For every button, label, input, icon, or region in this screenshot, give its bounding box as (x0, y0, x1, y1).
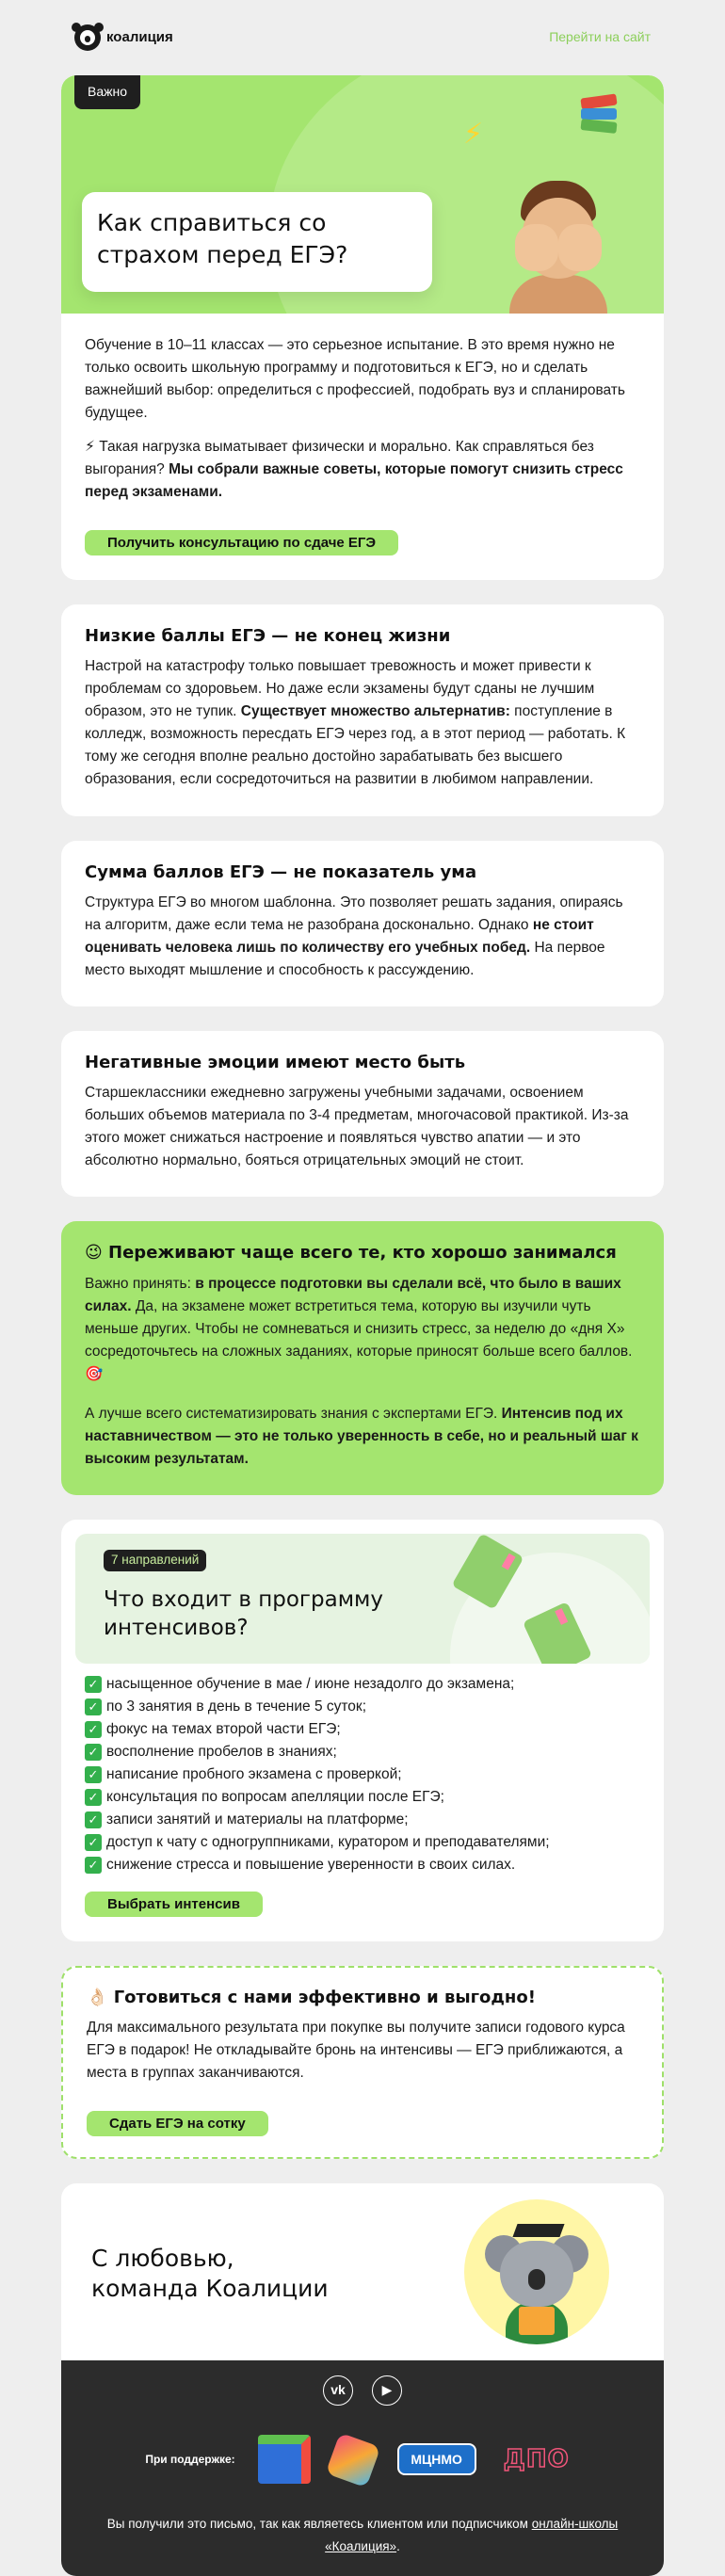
program-list-item-text: фокус на темах второй части ЕГЭ; (106, 1720, 341, 1737)
programs-title: Что входит в программу интенсивов? (104, 1586, 384, 1640)
check-mark-icon: ✓ (85, 1789, 102, 1806)
signoff-text: С любовью, команда Коалиции (91, 2244, 329, 2303)
program-list-item (85, 1786, 640, 1809)
section-text: Старшеклассники ежедневно загружены учебными задачами, освоением больших объемов материала по 3-4 предметам, многочасовой практикой. Из-за этого может снижаться настроение и появляться чувство апатии — и это абсолютно нормально, бояться отрицательных эмоций не стоит. (85, 1085, 629, 1169)
check-mark-icon: ✓ (85, 1811, 102, 1828)
program-list-item-text: записи занятий и материалы на платформе; (106, 1811, 409, 1827)
section-title: Низкие баллы ЕГЭ — не конец жизни (85, 626, 451, 647)
koala-mascot-illustration (464, 2199, 609, 2344)
program-list-item (85, 1718, 640, 1741)
partner-cube-logo-icon[interactable] (258, 2435, 311, 2484)
partner-dpo-logo[interactable]: ДПО (503, 2444, 570, 2473)
section-text-2: А лучше всего систематизировать знания с экспертами ЕГЭ. Интенсив под их наставничеством — это не только уверенность в себе, но и реальный шаг к высоким результатам. (85, 1405, 638, 1467)
check-mark-icon: ✓ (85, 1676, 102, 1693)
choose-intensive-button[interactable]: Выбрать интенсив (85, 1892, 263, 1917)
programs-list (61, 1664, 664, 1941)
important-tag: Важно (74, 75, 140, 109)
partner-star-logo-icon[interactable] (328, 2435, 380, 2484)
section-title: 👌🏻 Готовиться с нами эффективно и выгодно! (87, 1987, 536, 2007)
section-text: Настрой на катастрофу только повышает тревожность и может привести к проблемам со здоровьем. Но даже если экзамены будут сданы не лучшим образом, это не тупик. Существует множество альтернатив: поступление в колледж, возможность пересдать ЕГЭ через год, а в этот период — работать. К тому же сегодня вполне реально достойно зарабатывать без высшего образования, если сосредоточиться на развитии в любимом направлении. (85, 658, 626, 788)
consultation-button[interactable]: Получить консультацию по сдаче ЕГЭ (85, 530, 398, 555)
program-list-item-text: насыщенное обучение в мае / июне незадолго до экзамена; (106, 1675, 515, 1692)
hero-body (61, 314, 664, 580)
section-score-not-intelligence (61, 841, 664, 1006)
section-low-scores (61, 604, 664, 815)
stressed-person-illustration (504, 181, 613, 314)
program-list-item (85, 1673, 640, 1696)
top-bar (61, 0, 664, 75)
go-to-site-link[interactable]: Перейти на сайт (549, 29, 651, 45)
wink-emoji-icon: 😉 (85, 1243, 103, 1264)
check-mark-icon: ✓ (85, 1744, 102, 1761)
directions-tag: 7 направлений (104, 1550, 206, 1571)
program-list-item-text: восполнение пробелов в знаниях; (106, 1743, 337, 1760)
books-icon (581, 96, 617, 139)
partners-row (85, 2430, 640, 2488)
lightning-icon: ⚡ (463, 119, 484, 150)
section-text: Важно принять: в процессе подготовки вы сделали всё, что было в ваших силах. Да, на экзамене может встретиться тема, которую вы изучили чуть меньше других. Чтобы не сомневаться и снизить стресс, за неделю до «дня Х» сосредоточьтесь на сложных заданиях, которые приносят больше всего баллов. 🎯 (85, 1275, 633, 1382)
check-mark-icon: ✓ (85, 1699, 102, 1715)
offer-card (61, 1966, 664, 2159)
program-list-item (85, 1741, 640, 1763)
hero-card (61, 75, 664, 580)
program-list-item-text: консультация по вопросам апелляции после ЕГЭ; (106, 1788, 444, 1805)
social-links (85, 2375, 640, 2406)
program-list-item (85, 1854, 640, 1876)
program-list-item-text: снижение стресса и повышение уверенности в своих силах. (106, 1856, 516, 1873)
program-list-item-text: написание пробного экзамена с проверкой; (106, 1765, 402, 1782)
lightning-emoji-icon: ⚡ (85, 439, 95, 456)
youtube-icon[interactable]: ▶ (372, 2375, 402, 2406)
school-link[interactable]: онлайн-школы «Коалиция» (325, 2516, 619, 2554)
offer-text: Для максимального результата при покупке вы получите записи годового курса ЕГЭ в подарок! Не откладывайте бронь на интенсивы — ЕГЭ приближаются, а места в группах заканчиваются. (87, 2019, 625, 2081)
logo-text: коалиция (106, 29, 173, 46)
program-list-item (85, 1831, 640, 1854)
koala-logo-icon (74, 24, 101, 51)
support-label: При поддержке: (145, 2452, 235, 2466)
program-list-item (85, 1696, 640, 1718)
ok-hand-emoji-icon: 👌🏻 (87, 1987, 108, 2007)
program-list-item (85, 1763, 640, 1786)
footer-text: Вы получили это письмо, так как являетесь клиентом или подписчиком онлайн-школы «Коалиция». (106, 2516, 619, 2554)
check-mark-icon: ✓ (85, 1857, 102, 1874)
program-list-item (85, 1809, 640, 1831)
logo[interactable] (74, 24, 173, 51)
check-mark-icon: ✓ (85, 1834, 102, 1851)
programs-banner (75, 1534, 650, 1664)
pass-ege-button[interactable]: Сдать ЕГЭ на сотку (87, 2111, 268, 2136)
program-list-item-text: доступ к чату с одногруппниками, куратором и преподавателями; (106, 1833, 550, 1850)
section-good-students-worry (61, 1221, 664, 1494)
partner-mcnmo-logo[interactable]: МЦНМО (397, 2443, 476, 2475)
section-title: Негативные эмоции имеют место быть (85, 1052, 466, 1072)
programs-card (61, 1520, 664, 1941)
section-title: Сумма баллов ЕГЭ — не показатель ума (85, 861, 477, 882)
check-mark-icon: ✓ (85, 1721, 102, 1738)
section-negative-emotions (61, 1031, 664, 1197)
footer (61, 2360, 664, 2576)
section-title: 😉 Переживают чаще всего те, кто хорошо занимался (85, 1243, 617, 1264)
hero-title: Как справиться со страхом перед ЕГЭ? (82, 192, 432, 292)
hero-intro: Обучение в 10–11 классах — это серьезное испытание. В это время нужно не только освоить школьную программу и подготовиться к ЕГЭ, но и сделать важнейший выбор: определиться с профессией, подобрать вуз и спланировать будущее. (85, 337, 625, 422)
vk-icon[interactable]: vk (323, 2375, 353, 2406)
hero-banner (61, 75, 664, 314)
signoff-card (61, 2183, 664, 2360)
program-list-item-text: по 3 занятия в день в течение 5 суток; (106, 1698, 367, 1715)
section-text: Структура ЕГЭ во многом шаблонна. Это позволяет решать задания, опираясь на алгоритм, даже если тема не разобрана досконально. Однако не стоит оценивать человека лишь по количеству его учебных побед. На первое место выходят мышление и способность к рассуждению. (85, 894, 623, 978)
hero-paragraph-2: ⚡ Такая нагрузка выматывает физически и морально. Как справляться без выгорания? Мы собрали важные советы, которые помогут снизить стресс перед экзаменами. (85, 439, 623, 501)
check-mark-icon: ✓ (85, 1766, 102, 1783)
